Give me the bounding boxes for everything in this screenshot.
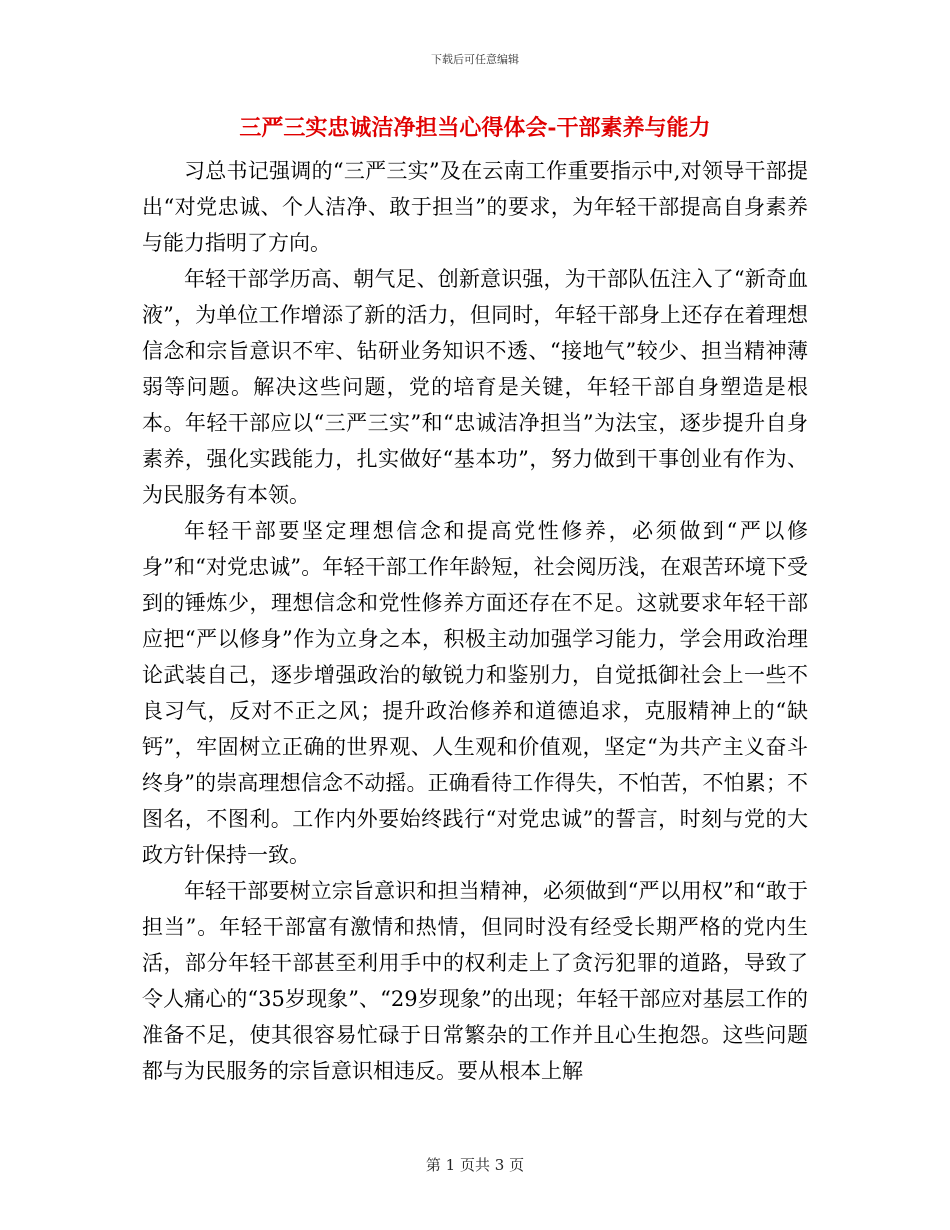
- paragraph-2: 年轻干部学历高、朝气足、创新意识强，为干部队伍注入了“新奇血液”，为单位工作增添了新的活力，但同时，年轻干部身上还存在着理想信念和宗旨意识不牢、钻研业务知识不透、“接地气”较少、担当精神薄弱等问题。解决这些问题，党的培育是关键，年轻干部自身塑造是根本。年轻干部应以“三严三实”和“忠诚洁净担当”为法宝，逐步提升自身素养，强化实践能力，扎实做好“基本功”，努力做到干事创业有作为、为民服务有本领。: [142, 267, 808, 507]
- paragraph-4: 年轻干部要树立宗旨意识和担当精神，必须做到“严以用权”和“敢于担当”。年轻干部富有激情和热情，但同时没有经受长期严格的党内生活，部分年轻干部甚至利用手中的权利走上了贪污犯罪的道路，导致了令人痛心的“35岁现象”、“29岁现象”的出现；年轻干部应对基层工作的准备不足，使其很容易忙碌于日常繁杂的工作并且心生抱怨。这些问题都与为民服务的宗旨意识相违反。要从根本上解: [142, 879, 808, 1083]
- page-number: 第 1 页共 3 页: [425, 1156, 525, 1174]
- document-body: [142, 153, 808, 1089]
- header-note: 下载后可任意编辑: [431, 53, 519, 66]
- document-title: 三严三实忠诚洁净担当心得体会-干部素养与能力: [239, 115, 711, 141]
- paragraph-3: 年轻干部要坚定理想信念和提高党性修养，必须做到“严以修身”和“对党忠诚”。年轻干部工作年龄短，社会阅历浅，在艰苦环境下受到的锤炼少，理想信念和党性修养方面还存在不足。这就要求年轻干部应把“严以修身”作为立身之本，积极主动加强学习能力，学会用政治理论武装自己，逐步增强政治的敏锐力和鉴别力，自觉抵御社会上一些不良习气，反对不正之风；提升政治修养和道德追求，克服精神上的“缺钙”，牢固树立正确的世界观、人生观和价值观，坚定“为共产主义奋斗终身”的崇高理想信念不动摇。正确看待工作得失，不怕苦，不怕累；不图名，不图利。工作内外要始终践行“对党忠诚”的誓言，时刻与党的大政方针保持一致。: [142, 519, 808, 867]
- paragraph-1: 习总书记强调的“三严三实”及在云南工作重要指示中,对领导干部提出“对党忠诚、个人洁净、敢于担当”的要求，为年轻干部提高自身素养与能力指明了方向。: [142, 159, 808, 255]
